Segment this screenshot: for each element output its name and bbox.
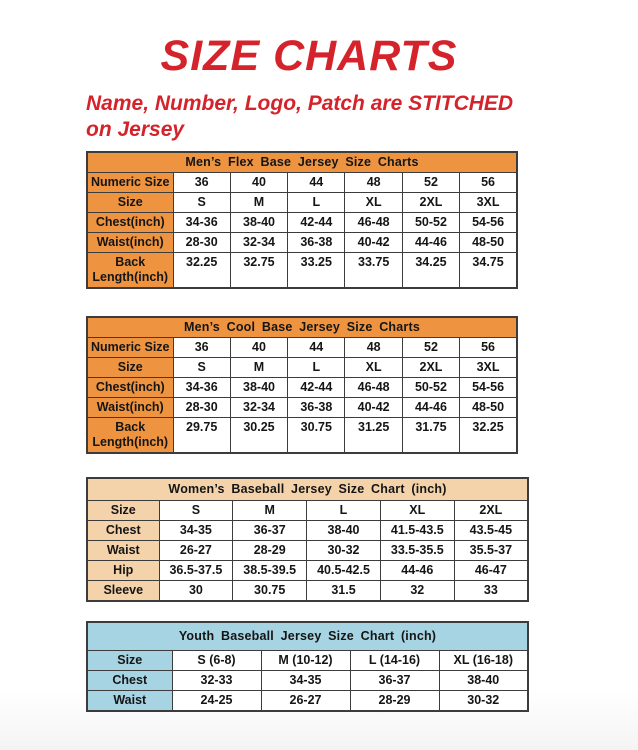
table-row [87,501,528,521]
row-label: Back Length(inch) [87,418,173,454]
cell-value: 40-42 [345,233,402,253]
cell-value: S [159,501,233,521]
cell-value: 26-27 [159,541,233,561]
cell-value: 30.75 [288,418,345,454]
table-row [87,581,528,602]
cell-value: 35.5-37 [454,541,528,561]
table-row [87,173,517,193]
table-row [87,233,517,253]
size-table-womens-baseball [86,477,529,602]
cell-value: 34.25 [402,253,459,289]
cell-value: L (14-16) [350,651,439,671]
table-title: Men’s Flex Base Jersey Size Charts [87,152,517,173]
table-row [87,418,517,454]
row-label: Waist(inch) [87,233,173,253]
cell-value: 34.75 [460,253,517,289]
table-title-row [87,478,528,501]
table-title: Women’s Baseball Jersey Size Chart (inch) [87,478,528,501]
row-label: Sleeve [87,581,159,602]
cell-value: 44-46 [402,398,459,418]
cell-value: 30-32 [307,541,381,561]
cell-value: 44 [288,173,345,193]
cell-value: 31.5 [307,581,381,602]
cell-value: 40 [230,338,287,358]
cell-value: 36-37 [350,671,439,691]
page-title: SIZE CHARTS [160,32,458,80]
table-row [87,253,517,289]
cell-value: 48 [345,338,402,358]
cell-value: 54-56 [460,213,517,233]
cell-value: 52 [402,173,459,193]
table-row [87,691,528,712]
table-row [87,541,528,561]
cell-value: 30.75 [233,581,307,602]
cell-value: 34-35 [159,521,233,541]
cell-value: 46-48 [345,378,402,398]
cell-value: 42-44 [288,378,345,398]
cell-value: 32-34 [230,398,287,418]
cell-value: 48-50 [460,233,517,253]
cell-value: 44-46 [380,561,454,581]
cell-value: 2XL [402,358,459,378]
row-label: Waist(inch) [87,398,173,418]
table-row [87,651,528,671]
table-row [87,671,528,691]
cell-value: 41.5-43.5 [380,521,454,541]
table-title-row [87,317,517,338]
cell-value: 28-29 [350,691,439,712]
cell-value: 48-50 [460,398,517,418]
cell-value: 38-40 [230,213,287,233]
cell-value: 38-40 [307,521,381,541]
table-row [87,521,528,541]
cell-value: 28-29 [233,541,307,561]
cell-value: 46-48 [345,213,402,233]
row-label: Size [87,501,159,521]
row-label: Chest(inch) [87,378,173,398]
table-title-row [87,152,517,173]
cell-value: 32.25 [460,418,517,454]
table-row [87,338,517,358]
size-table-mens-cool-base [86,316,518,454]
row-label: Size [87,358,173,378]
cell-value: 38-40 [230,378,287,398]
cell-value: 33.75 [345,253,402,289]
cell-value: L [288,193,345,213]
cell-value: 33 [454,581,528,602]
cell-value: 36 [173,173,230,193]
cell-value: 56 [460,338,517,358]
row-label: Numeric Size [87,338,173,358]
cell-value: M (10-12) [261,651,350,671]
cell-value: 32.25 [173,253,230,289]
tables-container [86,151,532,712]
cell-value: 44 [288,338,345,358]
cell-value: XL [345,193,402,213]
row-label: Chest(inch) [87,213,173,233]
row-label: Chest [87,671,172,691]
cell-value: S [173,358,230,378]
row-label: Size [87,193,173,213]
row-label: Waist [87,541,159,561]
size-table-youth-baseball [86,621,529,712]
cell-value: XL (16-18) [439,651,528,671]
cell-value: 52 [402,338,459,358]
cell-value: L [307,501,381,521]
row-label: Back Length(inch) [87,253,173,289]
cell-value: 36-37 [233,521,307,541]
cell-value: S (6-8) [172,651,261,671]
cell-value: 34-36 [173,378,230,398]
table-row [87,378,517,398]
table-row [87,398,517,418]
table-title: Men’s Cool Base Jersey Size Charts [87,317,517,338]
cell-value: XL [345,358,402,378]
cell-value: 50-52 [402,378,459,398]
cell-value: M [230,193,287,213]
cell-value: XL [380,501,454,521]
cell-value: 46-47 [454,561,528,581]
cell-value: 40 [230,173,287,193]
size-table-mens-flex-base [86,151,518,289]
cell-value: 36-38 [288,233,345,253]
cell-value: 2XL [402,193,459,213]
cell-value: M [230,358,287,378]
table-title: Youth Baseball Jersey Size Chart (inch) [87,622,528,651]
cell-value: 44-46 [402,233,459,253]
table-title-row [87,622,528,651]
cell-value: 32-33 [172,671,261,691]
row-label: Numeric Size [87,173,173,193]
page-subtitle: Name, Number, Logo, Patch are STITCHED on Jersey [86,92,514,141]
table-row [87,358,517,378]
cell-value: 28-30 [173,233,230,253]
cell-value: 40-42 [345,398,402,418]
cell-value: 34-35 [261,671,350,691]
content-column [86,34,532,712]
cell-value: 32 [380,581,454,602]
cell-value: 43.5-45 [454,521,528,541]
row-label: Waist [87,691,172,712]
row-label: Chest [87,521,159,541]
cell-value: 36 [173,338,230,358]
cell-value: 26-27 [261,691,350,712]
cell-value: 32.75 [230,253,287,289]
cell-value: 40.5-42.5 [307,561,381,581]
cell-value: 24-25 [172,691,261,712]
cell-value: 38-40 [439,671,528,691]
cell-value: S [173,193,230,213]
cell-value: 42-44 [288,213,345,233]
table-row [87,193,517,213]
cell-value: 33.25 [288,253,345,289]
cell-value: 38.5-39.5 [233,561,307,581]
cell-value: 30-32 [439,691,528,712]
cell-value: 33.5-35.5 [380,541,454,561]
cell-value: 34-36 [173,213,230,233]
cell-value: 54-56 [460,378,517,398]
cell-value: 30.25 [230,418,287,454]
table-row [87,213,517,233]
cell-value: L [288,358,345,378]
cell-value: M [233,501,307,521]
cell-value: 2XL [454,501,528,521]
cell-value: 36.5-37.5 [159,561,233,581]
row-label: Size [87,651,172,671]
cell-value: 28-30 [173,398,230,418]
cell-value: 31.75 [402,418,459,454]
cell-value: 56 [460,173,517,193]
cell-value: 31.25 [345,418,402,454]
table-row [87,561,528,581]
cell-value: 3XL [460,193,517,213]
cell-value: 48 [345,173,402,193]
cell-value: 36-38 [288,398,345,418]
cell-value: 50-52 [402,213,459,233]
cell-value: 29.75 [173,418,230,454]
cell-value: 30 [159,581,233,602]
cell-value: 3XL [460,358,517,378]
row-label: Hip [87,561,159,581]
cell-value: 32-34 [230,233,287,253]
